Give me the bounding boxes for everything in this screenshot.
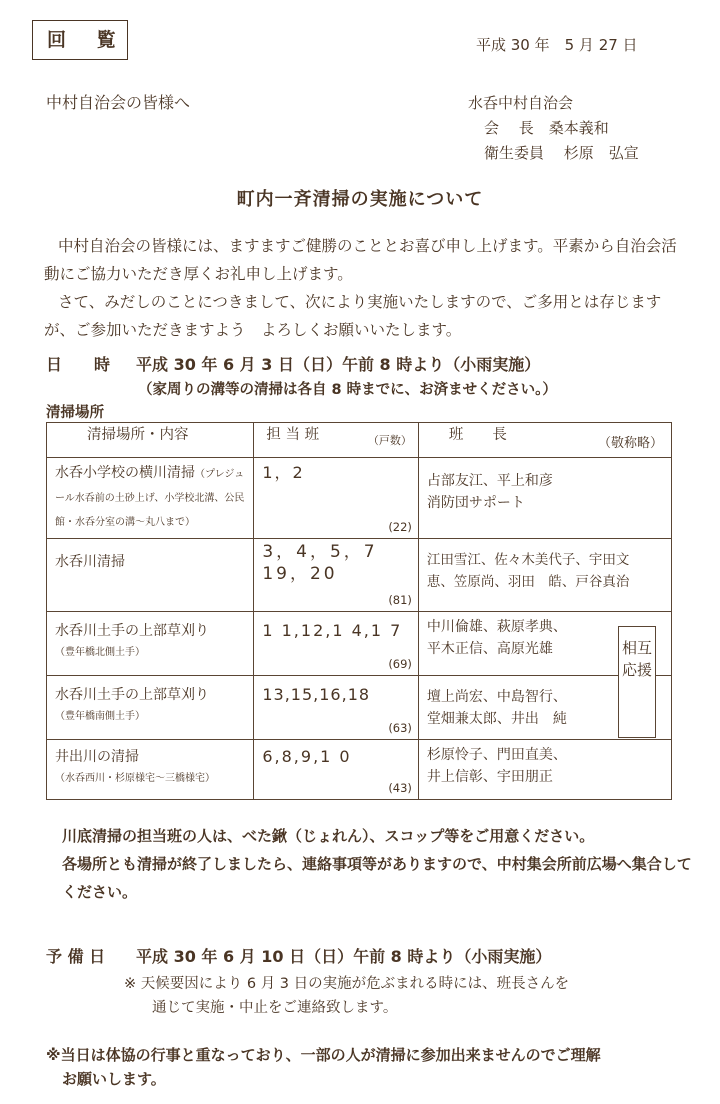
- header-group: 担 当 班 （戸数）: [254, 423, 419, 458]
- row-leaders: 中川倫雄、萩原孝典、 平木正信、高原光雄: [418, 612, 671, 676]
- intro-paragraph-1: 中村自治会の皆様には、ますますご健勝のこととお喜び申し上げます。平素から自治会活動にご協力いただき厚くお礼申し上げます。: [44, 237, 677, 283]
- header-place: 清掃場所・内容: [47, 423, 254, 458]
- reserve-label: 予 備 日: [46, 947, 106, 966]
- row-leaders: 壇上尚宏、中島智行、 堂畑兼太郎、井出 純: [418, 676, 671, 740]
- reserve-note-2: 通じて実施・中止をご連絡致します。: [152, 1000, 398, 1016]
- row-groups: 3，4，5，7 19，20 (81): [254, 539, 419, 612]
- mutual-support-box: 相互応援: [618, 626, 656, 738]
- row-place: 井出川の清掃 （水呑西川・杉原様宅〜三橋様宅）: [47, 740, 254, 800]
- schedule-note: （家周りの溝等の清掃は各自 8 時までに、お済ませください。）: [138, 382, 557, 398]
- sender-chairman: 会 長 桑本義和: [484, 119, 609, 137]
- sender-sanitation: 衛生委員 杉原 弘宣: [484, 144, 639, 162]
- tool-notice: 川底清掃の担当班の人は、べた鍬（じょれん）、スコップ等をご用意ください。: [62, 827, 595, 845]
- row-place: 水呑川土手の上部草刈り （豊年橋南側土手）: [47, 676, 254, 740]
- cleaning-table: [46, 422, 672, 800]
- intro-paragraph-2: さて、みだしのことにつきまして、次により実施いたしますので、ご多用とは存じますが、ご参加いただきますよう よろしくお願いいたします。: [44, 293, 662, 339]
- table-row: [47, 539, 672, 612]
- circular-label: 回 覧: [32, 20, 128, 60]
- table-row: [47, 676, 672, 740]
- row-leaders: 江田雪江、佐々木美代子、宇田文 恵、笠原尚、羽田 皓、戸谷真治: [418, 539, 671, 612]
- row-groups: 13,15,16,18 (63): [254, 676, 419, 740]
- row-leaders: 占部友江、平上和彦 消防団サポート: [418, 458, 671, 539]
- page-title: 町内一斉清掃の実施について: [236, 189, 484, 210]
- addressee: 中村自治会の皆様へ: [46, 93, 191, 112]
- row-groups: 6,8,9,1 0 (43): [254, 740, 419, 800]
- table-row: [47, 740, 672, 800]
- table-row: [47, 458, 672, 539]
- locations-heading: 清掃場所: [46, 405, 104, 421]
- reserve-value: 平成 30 年 6 月 10 日（日）午前 8 時より（小雨実施）: [136, 947, 552, 966]
- sender-org: 水呑中村自治会: [468, 94, 574, 112]
- issue-date: 平成 30 年 5 月 27 日: [476, 36, 638, 54]
- table-row: [47, 612, 672, 676]
- schedule-label: 日 時: [46, 355, 111, 374]
- table-header-row: [47, 423, 672, 458]
- reserve-note-1: ※ 天候要因により 6 月 3 日の実施が危ぶまれる時には、班長さんを: [124, 976, 570, 992]
- footer-note-1: ※当日は体協の行事と重なっており、一部の人が清掃に参加出来ませんのでご理解: [46, 1046, 601, 1064]
- schedule-value: 平成 30 年 6 月 3 日（日）午前 8 時より（小雨実施）: [136, 355, 541, 374]
- assembly-notice: 各場所とも清掃が終了しましたら、連絡事項等がありますので、中村集会所前広場へ集合してください。: [62, 855, 692, 901]
- row-place: 水呑川土手の上部草刈り （豊年橋北側土手）: [47, 612, 254, 676]
- row-place: 水呑川清掃: [47, 539, 254, 612]
- row-leaders: 杉原怜子、門田直美、 井上信彰、宇田朋正: [418, 740, 671, 800]
- footer-note-2: お願いします。: [62, 1070, 166, 1088]
- header-leader: 班 長 （敬称略）: [418, 423, 671, 458]
- row-place: 水呑小学校の横川清掃（プレジュール水呑前の土砂上げ、小学校北溝、公民館・水呑分室の溝〜丸八まで）: [47, 458, 254, 539]
- row-groups: 1 1,12,1 4,1 7 (69): [254, 612, 419, 676]
- row-groups: 1，2 (22): [254, 458, 419, 539]
